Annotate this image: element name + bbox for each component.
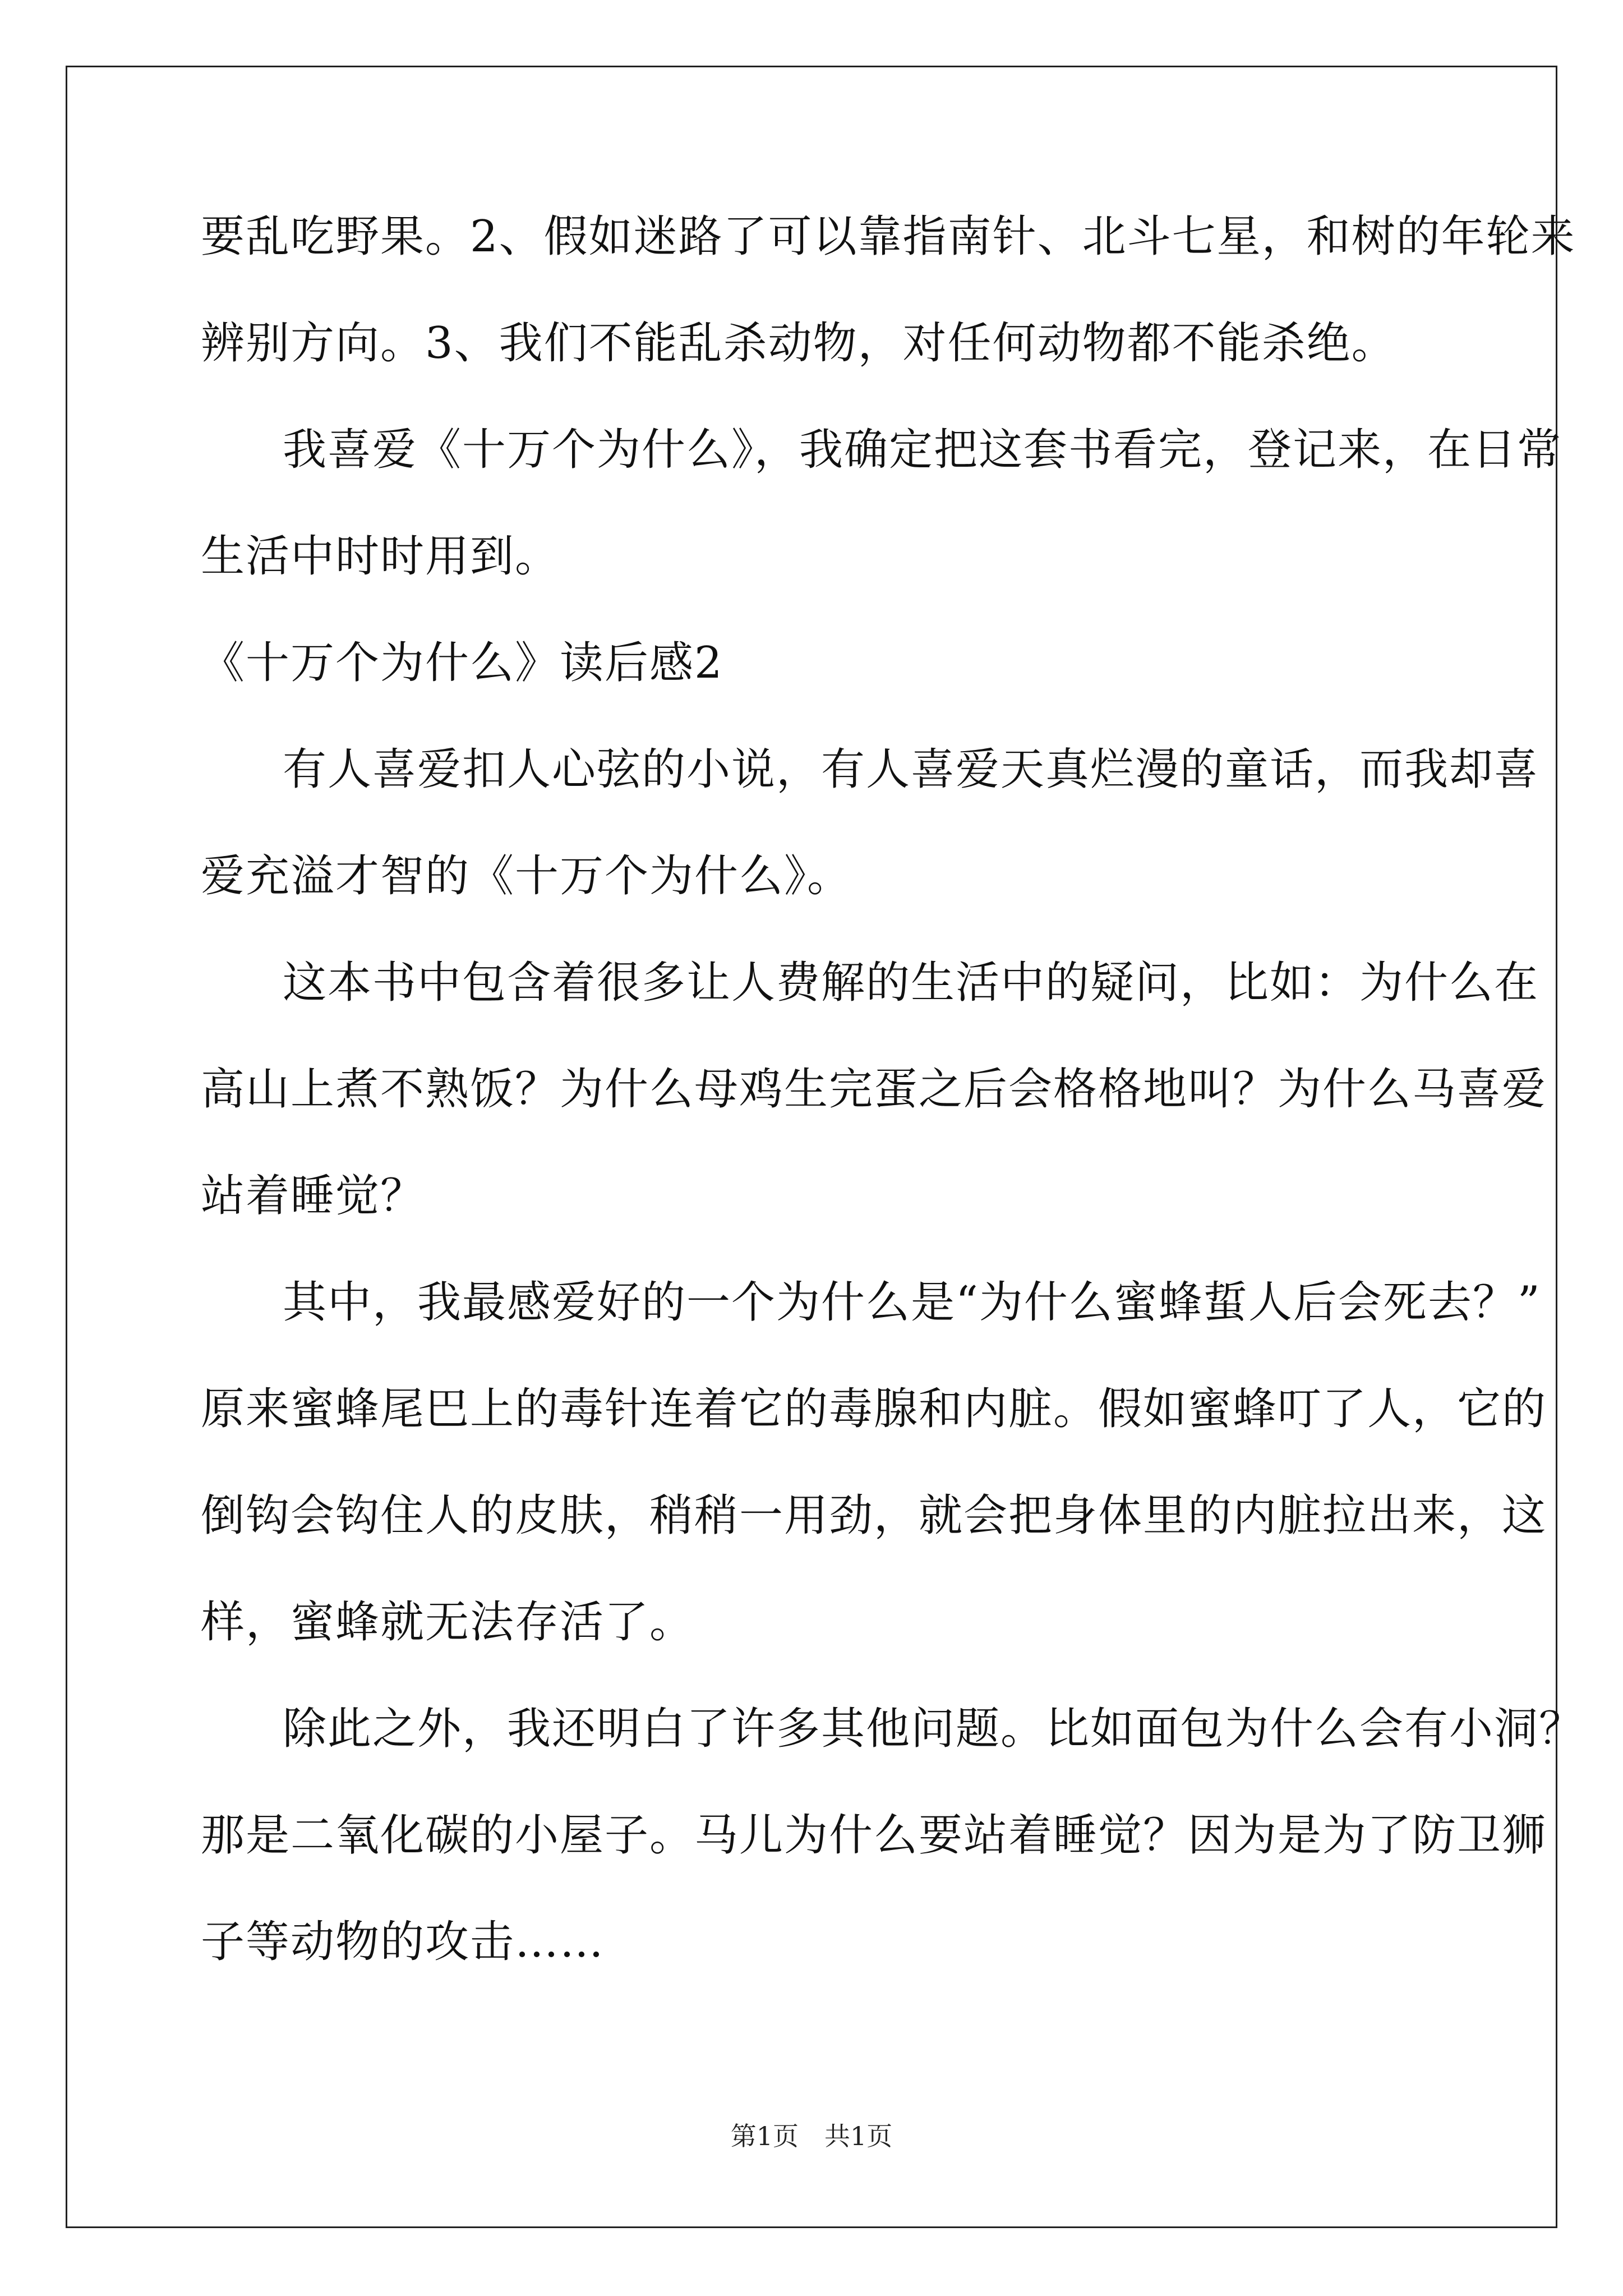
text-line: 样，蜜蜂就无法存活了。 [201, 1597, 695, 1648]
text-line: 高山上煮不熟饭？为什么母鸡生完蛋之后会格格地叫？为什么马喜爱 [201, 1064, 1547, 1115]
text-line: 爱充溢才智的《十万个为什么》。 [201, 851, 852, 901]
document-body [201, 210, 1584, 1969]
paragraph-first-line: 这本书中包含着很多让人费解的生活中的疑问，比如：为什么在 [283, 958, 1539, 1008]
text-line: 站着睡觉？ [201, 1171, 426, 1221]
text-line: 子等动物的攻击…… [201, 1917, 605, 1967]
section-heading: 《十万个为什么》读后感2 [201, 638, 723, 688]
page-footer: 第1页 共1页 [730, 2121, 893, 2151]
paragraph-first-line: 有人喜爱扣人心弦的小说，有人喜爱天真烂漫的童话，而我却喜 [283, 744, 1539, 795]
text-line: 生活中时时用到。 [201, 531, 560, 582]
paragraph-first-line: 我喜爱《十万个为什么》，我确定把这套书看完，登记来，在日常 [283, 425, 1562, 475]
text-line: 倒钩会钩住人的皮肤，稍稍一用劲，就会把身体里的内脏拉出来，这 [201, 1490, 1547, 1541]
text-line: 要乱吃野果。2、假如迷路了可以靠指南针、北斗七星，和树的年轮来 [201, 211, 1576, 262]
text-line: 辨别方向。3、我们不能乱杀动物，对任何动物都不能杀绝。 [201, 318, 1396, 369]
text-line: 那是二氧化碳的小屋子。马儿为什么要站着睡觉？因为是为了防卫狮 [201, 1810, 1547, 1861]
paragraph-first-line: 其中，我最感爱好的一个为什么是“为什么蜜蜂蜇人后会死去？” [283, 1277, 1541, 1328]
text-line: 原来蜜蜂尾巴上的毒针连着它的毒腺和内脏。假如蜜蜂叮了人，它的 [201, 1384, 1547, 1434]
paragraph-first-line: 除此之外，我还明白了许多其他问题。比如面包为什么会有小洞？ [283, 1704, 1584, 1754]
